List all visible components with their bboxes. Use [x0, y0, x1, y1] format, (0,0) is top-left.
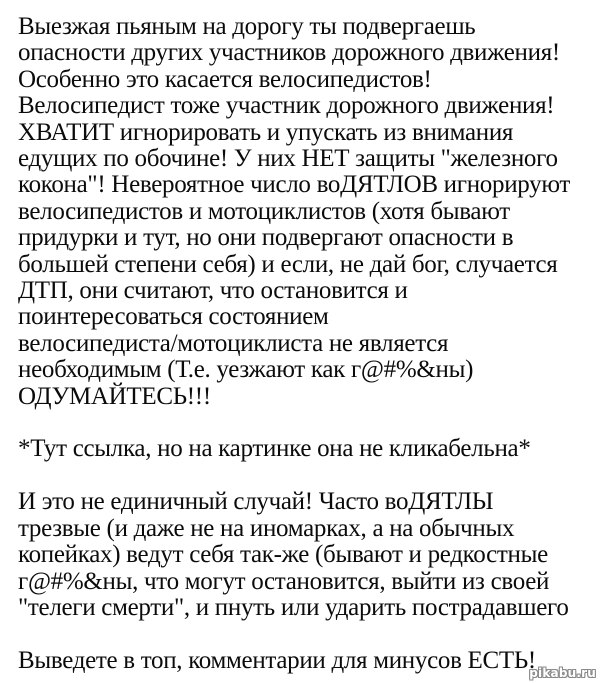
text-line: Особенно это касается велосипедистов! — [18, 65, 432, 93]
text-line: велосипедистов и мотоциклистов (хотя бывают — [18, 197, 510, 225]
text-line: *Тут ссылка, но на картинке она не кликабельна* — [18, 435, 531, 463]
text-line: велосипедиста/мотоциклиста не является — [18, 329, 449, 357]
text-line: ХВАТИТ игнорировать и упускать из внимания — [18, 118, 514, 146]
text-block — [18, 14, 590, 674]
text-line: поинтересоваться состоянием — [18, 303, 329, 331]
paragraph-sober-drivers — [18, 489, 590, 621]
text-line: копейках) ведут себя так-же (бывают и редкостные — [18, 541, 548, 569]
text-line: необходимым (Т.е. уезжают как г@#%&ны) — [18, 356, 474, 384]
text-line: г@#%&ны, что могут остановится, выйти из своей — [18, 567, 550, 595]
text-line: "телеги смерти", и пнуть или ударить пострадавшего — [18, 593, 569, 621]
text-line: едущих по обочине! У них НЕТ защиты "железного — [18, 145, 558, 173]
text-line: трезвые (и даже не на иномарках, а на обычных — [18, 514, 515, 542]
text-line: опасности других участников дорожного движения! — [18, 39, 560, 67]
text-line: кокона"! Невероятное число воДЯТЛОВ игнорируют — [18, 171, 571, 199]
text-line: И это не единичный случай! Часто воДЯТЛЫ — [18, 488, 494, 516]
text-line: большей степени себя) и если, не дай бог, случается — [18, 250, 558, 278]
text-line: Велосипедист тоже участник дорожного движения! — [18, 92, 555, 120]
paragraph-link-note — [18, 436, 590, 462]
text-line: ДТП, они считают, что остановится и — [18, 277, 408, 305]
text-line: придурки и тут, но они подвергают опасности в — [18, 224, 514, 252]
text-line: Выведете в топ, комментарии для минусов ЕСТЬ! — [18, 646, 536, 674]
text-line: ОДУМАЙТЕСЬ!!! — [18, 382, 211, 410]
text-line: Выезжая пьяным на дорогу ты подвергаешь — [18, 13, 476, 40]
pikabu-watermark: pikabu.ru — [529, 666, 596, 680]
paragraph-drunk-drivers-rant — [18, 14, 590, 410]
paragraph-upvote-callout — [18, 648, 590, 674]
